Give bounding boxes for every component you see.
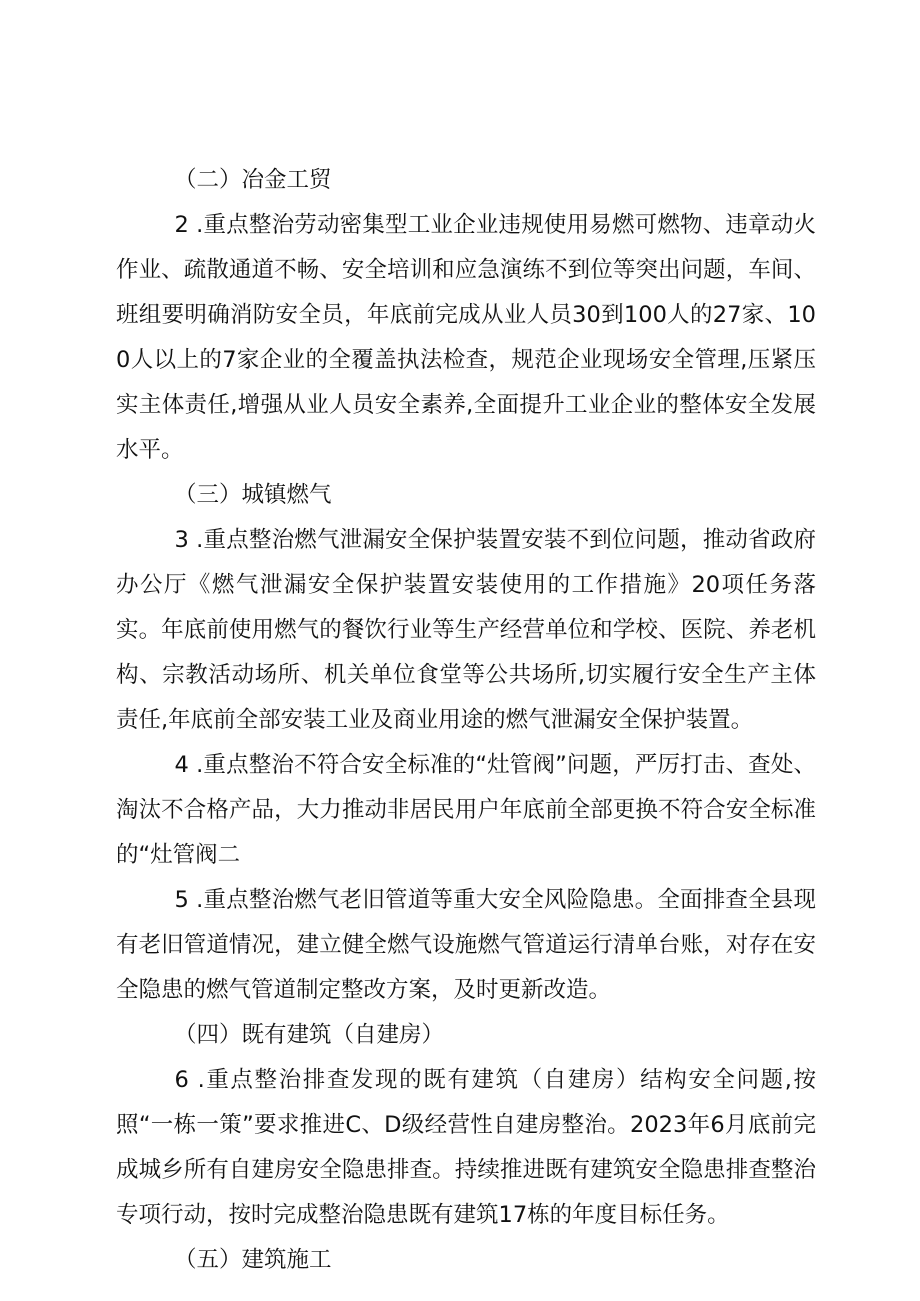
document-body [116, 158, 816, 1283]
paragraph-6: 6 .重点整治排查发现的既有建筑（自建房）结构安全问题,按照“一栋一策”要求推进C、D级经营性自建房整治。2023年6月底前完成城乡所有自建房安全隐患排查。持续推进既有建筑安全隐患排查整治专项行动，按时完成整治隐患既有建筑17栋的年度目标任务。 [116, 1067, 816, 1228]
paragraph-2: 2 .重点整治劳动密集型工业企业违规使用易燃可燃物、违章动火作业、疏散通道不畅、安全培训和应急演练不到位等突出问题，车间、班组要明确消防安全员，年底前完成从业人员30到100人的27家、100人以上的7家企业的全覆盖执法检查，规范企业现场安全管理,压紧压实主体责任,增强从业人员安全素养,全面提升工业企业的整体安全发展水平。 [116, 212, 816, 463]
paragraph-3: 3 .重点整治燃气泄漏安全保护装置安装不到位问题，推动省政府办公厅《燃气泄漏安全保护装置安装使用的工作措施》20项任务落实。年底前使用燃气的餐饮行业等生产经营单位和学校、医院、养老机构、宗教活动场所、机关单位食堂等公共场所,切实履行安全生产主体责任,年底前全部安装工业及商业用途的燃气泄漏安全保护装置。 [116, 527, 816, 733]
section-heading-metallurgy-trade: （二）冶金工贸 [174, 167, 332, 193]
paragraph-5: 5 .重点整治燃气老旧管道等重大安全风险隐患。全面排查全县现有老旧管道情况，建立健全燃气设施燃气管道运行清单台账，对存在安全隐患的燃气管道制定整改方案，及时更新改造。 [116, 887, 816, 1003]
paragraph-4: 4 .重点整治不符合安全标准的“灶管阀”问题，严厉打击、查处、淘汰不合格产品，大力推动非居民用户年底前全部更换不符合安全标准的“灶管阀二 [116, 752, 816, 868]
section-heading-urban-gas: （三）城镇燃气 [174, 482, 332, 508]
section-heading-existing-buildings: （四）既有建筑（自建房） [174, 1022, 445, 1048]
section-heading-construction: （五）建筑施工 [174, 1247, 332, 1273]
